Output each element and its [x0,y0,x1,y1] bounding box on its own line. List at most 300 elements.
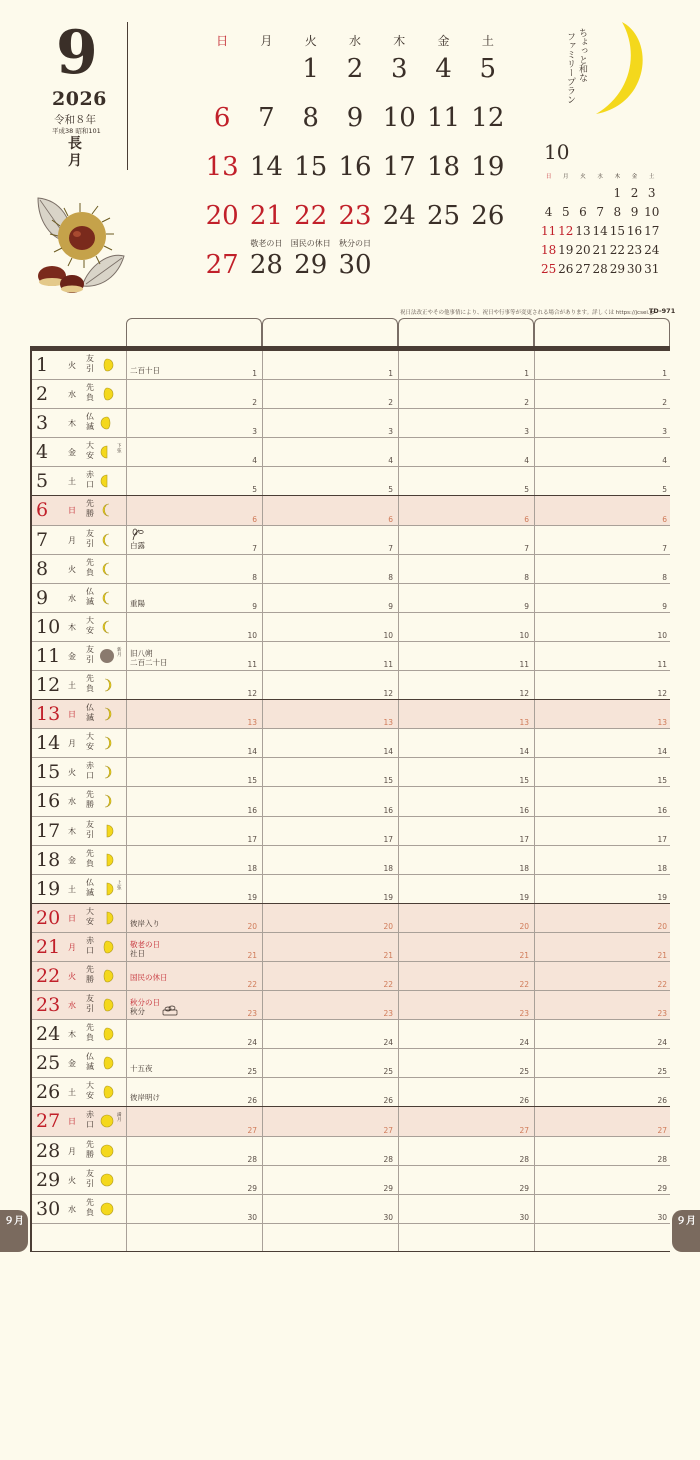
day-number: 25 [36,1052,61,1075]
next-month-day: 25 [540,262,557,276]
column-divider [262,875,263,903]
column-day-number: 3 [252,427,257,437]
weekday: 日 [68,1117,76,1127]
column-divider [262,787,263,815]
column-divider [126,846,127,874]
column-divider [126,496,127,524]
column-day-number: 1 [388,369,393,379]
column-divider [398,1020,399,1048]
column-divider [534,787,535,815]
moon-phase-label: 満月 [117,1113,122,1124]
column-day-number: 14 [657,747,667,757]
column-day-number: 24 [519,1038,529,1048]
event-label: 秋分 [130,1007,145,1017]
column-day-number: 24 [383,1038,393,1048]
moon-phase-icon [100,1201,114,1217]
day-number: 23 [36,994,61,1017]
day-number: 18 [36,848,61,871]
weekday: 日 [68,710,76,720]
column-day-number: 13 [247,718,257,728]
column-day-number: 17 [519,834,529,844]
calendar-day [289,103,333,152]
column-day-number: 1 [524,369,529,379]
event-label: 重陽 [130,598,145,608]
next-weekday-label: 日 [545,174,552,180]
column-divider [398,613,399,641]
calendar-week [200,54,510,103]
rokuyo: 大安 [86,906,94,926]
column-day-number: 21 [247,950,257,960]
column-divider [262,933,263,961]
calendar-day [200,250,244,299]
calendar-day-number: 12 [471,103,505,133]
moon-phase-label: 上弦 [117,880,122,891]
weekday-label: 火 [304,34,317,48]
next-month-day [574,184,591,203]
column-divider [398,962,399,990]
weekday: 水 [68,390,76,400]
column-divider [262,1107,263,1135]
day-row [30,467,670,496]
column-day-number: 8 [524,572,529,582]
column-day-number: 23 [519,1009,529,1019]
column-day-number: 17 [657,834,667,844]
column-day-number: 11 [519,660,529,670]
moon-phase-icon [100,619,114,635]
calendar-day-number: 2 [346,54,364,84]
column-day-number: 29 [247,1183,257,1193]
member-column-tabs [126,318,670,348]
day-number: 17 [36,819,61,842]
rokuyo: 先負 [86,674,94,694]
column-day-number: 11 [657,660,667,670]
event-label: 国民の休日 [130,972,168,982]
day-row [30,904,670,933]
weekday-label: 金 [437,34,450,48]
rokuyo: 友引 [86,644,94,664]
event-label: 二百二十日 [130,657,168,667]
weekday: 日 [68,506,76,516]
next-month-day: 9 [630,205,639,219]
column-divider [126,1049,127,1077]
event-label: 彼岸明け [130,1093,160,1103]
column-divider [534,1137,535,1165]
logo-text-1: ちょっと和な [577,28,587,82]
weekday: 月 [68,739,76,749]
column-day-number: 18 [657,863,667,873]
column-divider [534,642,535,670]
column-day-number: 20 [247,921,257,931]
weekday: 火 [68,971,76,981]
column-day-number: 7 [524,543,529,553]
weekday: 土 [68,681,76,691]
column-divider [398,671,399,699]
calendar-day [421,250,465,299]
calendar-day-number: 22 [294,201,328,231]
column-day-number: 22 [657,980,667,990]
column-day-number: 1 [252,369,257,379]
column-divider [398,875,399,903]
next-month-day: 10 [644,205,660,219]
holiday-label: 秋分の日 [338,239,371,248]
column-day-number: 13 [383,718,393,728]
next-month-day: 31 [644,262,660,276]
column-divider [534,380,535,408]
column-day-number: 26 [657,1096,667,1106]
moon-phase-icon [100,444,114,460]
column-divider [262,351,263,379]
weekday: 金 [68,1059,76,1069]
column-day-number: 7 [388,543,393,553]
calendar-day [333,201,377,250]
column-divider [398,496,399,524]
column-day-number: 25 [657,1067,667,1077]
weekday: 木 [68,1030,76,1040]
calendar-day-number: 24 [382,201,416,231]
moon-phase-icon [100,677,114,693]
column-divider [398,787,399,815]
column-day-number: 16 [657,805,667,815]
day-number: 6 [36,499,49,522]
day-number: 30 [36,1197,61,1220]
next-month-week [540,203,670,222]
day-row [30,729,670,758]
column-divider [262,1049,263,1077]
weekday: 木 [68,622,76,632]
calendar-day-number: 20 [205,201,239,231]
next-month-day: 3 [647,186,656,200]
next-month-day: 16 [626,224,643,238]
column-day-number: 5 [524,485,529,495]
day-row [30,496,670,525]
rokuyo: 大安 [86,615,94,635]
member-tab-3[interactable] [398,318,534,348]
calendar-week [200,250,510,299]
column-day-number: 23 [657,1009,667,1019]
column-divider [262,409,263,437]
member-tab-1[interactable] [126,318,262,348]
column-divider [126,700,127,728]
calendar-day [466,250,510,299]
column-divider [262,671,263,699]
day-row [30,875,670,904]
calendar-day [333,54,377,103]
day-number: 11 [36,644,61,667]
column-divider [534,1020,535,1048]
column-divider [126,467,127,495]
column-day-number: 7 [662,543,667,553]
day-number: 16 [36,790,61,813]
day-row [30,380,670,409]
day-schedule-grid [30,346,670,1252]
column-day-number: 6 [388,514,393,524]
weekday-header [200,32,510,54]
column-day-number: 5 [662,485,667,495]
column-day-number: 24 [247,1038,257,1048]
day-row [30,671,670,700]
column-day-number: 27 [657,1125,667,1135]
column-day-number: 9 [524,601,529,611]
event-label: 十五夜 [130,1064,153,1074]
column-day-number: 17 [383,834,393,844]
column-day-number: 18 [247,863,257,873]
column-day-number: 29 [519,1183,529,1193]
column-day-number: 9 [252,601,257,611]
column-divider [126,438,127,466]
rokuyo: 友引 [86,1168,94,1188]
calendar-day-number: 11 [427,103,461,133]
next-month-week [540,222,670,241]
member-tab-2[interactable] [262,318,398,348]
day-number: 15 [36,761,61,784]
moon-phase-icon [100,561,114,577]
day-row [30,787,670,816]
next-month-day: 11 [540,224,557,238]
column-divider [126,642,127,670]
column-divider [398,467,399,495]
day-number: 22 [36,964,61,987]
column-day-number: 12 [657,689,667,699]
column-divider [262,817,263,845]
rokuyo: 先負 [86,1023,94,1043]
column-divider [534,1195,535,1223]
next-month-day: 18 [540,243,557,257]
column-divider [534,933,535,961]
day-row [30,758,670,787]
column-divider [126,409,127,437]
moon-phase-icon [100,881,114,897]
column-day-number: 24 [657,1038,667,1048]
calendar-day-number: 23 [338,201,372,231]
column-divider [534,467,535,495]
next-month-day: 26 [558,262,574,276]
member-tab-4[interactable] [534,318,670,348]
column-divider [262,846,263,874]
day-row [30,1107,670,1136]
column-day-number: 9 [388,601,393,611]
weekday: 木 [68,826,76,836]
column-day-number: 21 [383,950,393,960]
column-day-number: 19 [657,892,667,902]
column-divider [534,1049,535,1077]
calendar-day [200,54,244,103]
column-day-number: 14 [383,747,393,757]
weekday: 金 [68,651,76,661]
column-day-number: 30 [519,1212,529,1222]
column-divider [398,351,399,379]
column-divider [398,555,399,583]
calendar-day [244,54,288,103]
column-divider [534,1078,535,1106]
calendar-day-number: 28 [249,250,283,280]
next-month-day: 30 [626,262,643,276]
logo-text-2: ファミリープラン [565,32,575,104]
day-number: 14 [36,732,61,755]
column-divider [126,1020,127,1048]
column-day-number: 9 [662,601,667,611]
column-divider [398,1107,399,1135]
weekday: 土 [68,1088,76,1098]
calendar-day-number: 8 [302,103,319,133]
calendar-day-number: 25 [427,201,461,231]
weekday: 火 [68,768,76,778]
moon-phase-icon [100,764,114,780]
column-day-number: 19 [519,892,529,902]
next-month-number: 10 [544,140,570,164]
column-divider [126,1166,127,1194]
column-day-number: 30 [383,1212,393,1222]
column-day-number: 25 [519,1067,529,1077]
next-month-day: 19 [558,243,574,257]
calendar-day-number: 9 [346,103,364,133]
column-divider [262,526,263,554]
moon-phase-icon [100,590,114,606]
rokuyo: 大安 [86,732,94,752]
column-divider [262,1224,263,1251]
moon-phase-icon [100,968,114,984]
day-number: 4 [36,441,49,464]
column-divider [398,409,399,437]
calendar-day-number: 6 [213,103,231,133]
day-number: 1 [36,354,49,376]
column-day-number: 5 [252,485,257,495]
day-number: 3 [36,412,49,435]
calendar-day [244,250,288,299]
column-divider [126,729,127,757]
column-divider [398,584,399,612]
rokuyo: 先勝 [86,499,94,519]
era: 令和８年 [54,114,96,126]
column-day-number: 18 [519,863,529,873]
rokuyo: 友引 [86,819,94,839]
calendar-day [289,54,333,103]
day-row [30,1166,670,1195]
column-divider [262,991,263,1019]
chestnut-icon [30,190,128,300]
next-weekday-label: 火 [580,174,586,180]
event-label: 社日 [130,948,145,958]
weekday-label: 水 [348,34,361,48]
column-divider [262,584,263,612]
column-divider [262,438,263,466]
moon-phase-icon [100,1055,114,1071]
column-day-number: 16 [247,805,257,815]
calendar-day-number: 30 [338,250,372,280]
column-day-number: 21 [657,950,667,960]
column-divider [398,933,399,961]
moon-phase-icon [100,910,114,926]
column-divider [126,1224,127,1251]
moon-phase-icon [100,1084,114,1100]
event-label: 旧八朔 [130,648,153,658]
calendar-day [333,250,377,299]
day-row [30,817,670,846]
column-day-number: 20 [383,921,393,931]
column-divider [534,1224,535,1251]
moon-phase-icon [100,648,114,664]
day-row [30,1078,670,1107]
event-label: 彼岸入り [130,918,160,928]
next-month-day: 21 [592,243,608,257]
calendar-day [377,152,421,201]
next-month-day: 5 [561,205,570,219]
rokuyo: 赤口 [86,470,94,490]
calendar-day [289,152,333,201]
day-row [30,584,670,613]
next-month-day: 22 [609,243,625,257]
calendar-day-number: 7 [258,103,275,133]
column-divider [126,555,127,583]
moon-phase-icon [100,997,114,1013]
next-month-day: 6 [579,205,587,219]
day-row [30,846,670,875]
day-number: 27 [36,1110,61,1133]
moon-phase-icon [100,823,114,839]
weekday: 火 [68,1175,76,1185]
column-day-number: 19 [247,892,257,902]
column-divider [126,380,127,408]
rokuyo: 仏滅 [86,877,94,897]
rokuyo: 仏滅 [86,1052,94,1072]
column-day-number: 3 [662,427,667,437]
event-label: 敬老の日 [130,939,160,949]
next-month-day [540,184,557,203]
calendar-day-number: 27 [205,250,239,280]
column-day-number: 12 [519,689,529,699]
column-day-number: 11 [247,660,257,670]
moon-phase-icon [100,793,114,809]
next-weekday-label: 月 [563,174,569,180]
calendar-day-number: 15 [294,152,328,182]
weekday: 土 [68,477,76,487]
column-day-number: 21 [519,950,529,960]
moon-phase-icon [100,939,114,955]
next-weekday-label: 金 [631,174,638,180]
column-divider [262,496,263,524]
moon-phase-icon [100,386,114,402]
next-weekday-label: 土 [648,174,655,180]
column-day-number: 6 [252,514,257,524]
column-divider [534,729,535,757]
day-row [30,555,670,584]
weekday: 月 [68,535,76,545]
day-number: 12 [36,674,61,697]
weekday: 月 [68,942,76,952]
ohagi-icon [162,1003,178,1017]
day-row [30,991,670,1020]
era-sub: 平成38 昭和101 [52,127,101,135]
calendar-day [466,54,510,103]
column-divider [262,1020,263,1048]
column-divider [534,991,535,1019]
column-day-number: 14 [519,747,529,757]
weekday: 金 [68,855,76,865]
day-row [30,1195,670,1224]
column-divider [262,758,263,786]
column-divider [398,1137,399,1165]
event-label: 秋分の日 [130,998,160,1008]
column-divider [126,904,127,932]
column-divider [262,1137,263,1165]
column-divider [398,758,399,786]
column-day-number: 16 [519,805,529,815]
column-divider [534,526,535,554]
column-divider [262,1195,263,1223]
column-divider [398,991,399,1019]
column-divider [534,496,535,524]
day-row [30,351,670,380]
calendar-day-number: 18 [427,152,461,182]
